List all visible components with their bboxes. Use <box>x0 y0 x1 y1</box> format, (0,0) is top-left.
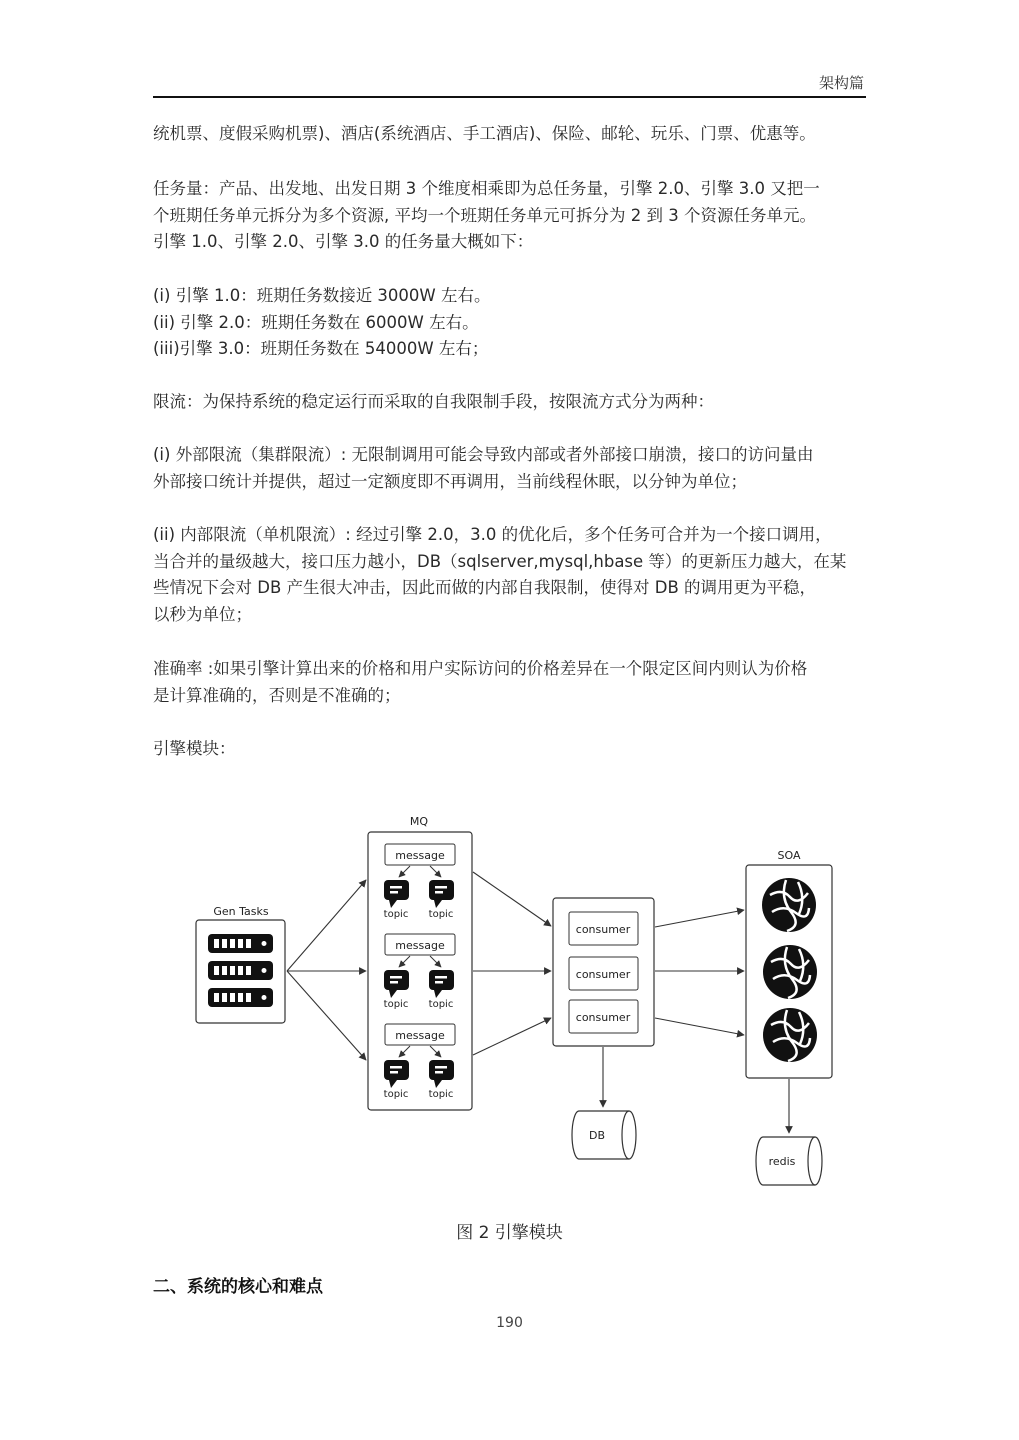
topic-label: topic <box>428 999 454 1010</box>
paragraph-line: 统机票、度假采购机票)、酒店(系统酒店、手工酒店)、保险、邮轮、玩乐、门票、优惠等。 <box>153 124 816 143</box>
paragraph-line: 准确率 :如果引擎计算出来的价格和用户实际访问的价格差异在一个限定区间内则认为价格 <box>153 659 808 678</box>
paragraph-line: (i) 外部限流（集群限流）: 无限制调用可能会导致内部或者外部接口崩溃，接口的访问量由 <box>153 445 814 464</box>
paragraph-line: 以秒为单位； <box>153 604 252 624</box>
engine-module-diagram <box>180 805 850 1200</box>
flow-arrow <box>287 880 366 971</box>
paragraph-1 <box>153 121 869 148</box>
paragraph-line: 些情况下会对 DB 产生很大冲击，因此而做的内部自我限制，使得对 DB 的调用更为平稳， <box>153 578 817 597</box>
consumer-label: consumer <box>575 1011 631 1024</box>
page-number: 190 <box>496 1315 523 1331</box>
list-item: (ii) 引擎 2.0：班期任务数在 6000W 左右。 <box>153 312 479 332</box>
paragraph-line: 引擎 1.0、引擎 2.0、引擎 3.0 的任务量大概如下： <box>153 232 534 251</box>
server-rack-icon <box>208 934 273 1007</box>
paragraph-line: (ii) 内部限流（单机限流）: 经过引擎 2.0，3.0 的优化后，多个任务可合并为一个接口调用， <box>153 525 832 544</box>
mq-box <box>368 832 472 1110</box>
list-item: (i) 引擎 1.0：班期任务数接近 3000W 左右。 <box>153 286 491 305</box>
flow-arrow <box>287 971 366 1060</box>
paragraph-rate-limit <box>153 389 869 416</box>
page-header <box>153 70 866 98</box>
flow-arrow <box>473 872 551 926</box>
network-globe-icon <box>763 945 817 999</box>
message-label: message <box>395 939 445 952</box>
paragraph-engine-module <box>153 736 869 763</box>
soa-label: SOA <box>777 849 801 862</box>
mq-label: MQ <box>409 815 429 828</box>
redis-label: redis <box>768 1155 796 1168</box>
paragraph-line: 当合并的量级越大，接口压力越小，DB（sqlserver,mysql,hbase 等）的更新压力越大，在某 <box>153 551 847 571</box>
topic-label: topic <box>428 1089 454 1100</box>
paragraph-accuracy <box>153 656 869 709</box>
paragraph-line: 外部接口统计并提供，超过一定额度即不再调用，当前线程休眠，以分钟为单位； <box>153 471 747 491</box>
flow-arrow <box>655 1018 744 1035</box>
flow-arrow <box>655 910 744 927</box>
list-item: (iii)引擎 3.0：班期任务数在 54000W 左右； <box>153 339 489 358</box>
consumer-label: consumer <box>575 923 631 936</box>
network-globe-icon <box>762 878 816 932</box>
topic-label: topic <box>383 999 409 1010</box>
paragraph-line: 个班期任务单元拆分为多个资源, 平均一个班期任务单元可拆分为 2 到 3 个资源任务单元。 <box>153 205 816 225</box>
topic-label: topic <box>383 1089 409 1100</box>
header-title: 架构篇 <box>818 74 864 92</box>
paragraph-task-volume <box>153 176 869 256</box>
topic-label: topic <box>383 909 409 920</box>
paragraph-internal-limit <box>153 522 869 628</box>
paragraph-line: 是计算准确的，否则是不准确的； <box>153 685 401 705</box>
message-label: message <box>395 849 445 862</box>
topic-label: topic <box>428 909 454 920</box>
section-heading: 二、系统的核心和难点 <box>153 1277 323 1297</box>
message-label: message <box>395 1029 445 1042</box>
consumer-label: consumer <box>575 968 631 981</box>
engine-task-list <box>153 283 869 363</box>
paragraph-line: 引擎模块： <box>153 739 236 758</box>
paragraph-external-limit <box>153 442 869 495</box>
gen-tasks-label: Gen Tasks <box>213 905 269 918</box>
flow-arrow <box>473 1018 551 1055</box>
db-label: DB <box>588 1129 606 1142</box>
paragraph-line: 任务量：产品、出发地、出发日期 3 个维度相乘即为总任务量，引擎 2.0、引擎 3.0 又把一 <box>153 179 820 198</box>
figure-caption: 图 2 引擎模块 <box>456 1223 563 1243</box>
network-globe-icon <box>763 1008 817 1062</box>
paragraph-line: 限流：为保持系统的稳定运行而采取的自我限制手段，按限流方式分为两种： <box>153 392 714 411</box>
